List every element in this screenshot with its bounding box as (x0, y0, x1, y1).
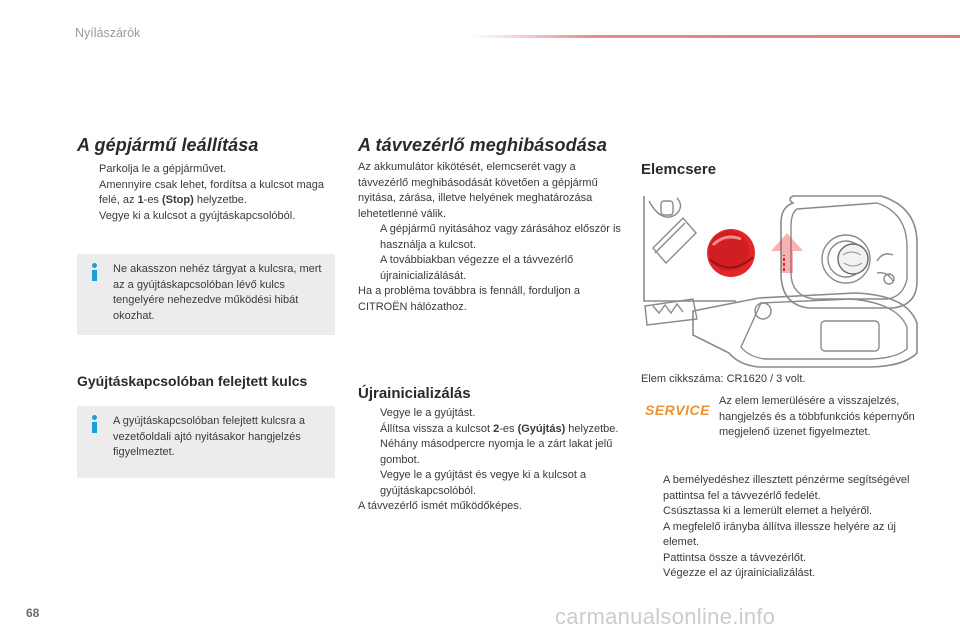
title-key-left-in-ignition: Gyújtáskapcsolóban felejtett kulcs (77, 373, 308, 389)
battery-icon (707, 229, 755, 277)
info-icon (89, 415, 99, 433)
remote-key-battery-illustration (641, 193, 920, 368)
service-warning-icon: SERVICE (645, 402, 710, 418)
list-item: A gépjármű nyitásához vagy zárásához először is használja a kulcsot. (380, 223, 621, 251)
remote-failure-outro: Ha a probléma továbbra is fennáll, forduljon a CITROËN hálózathoz. (358, 285, 580, 313)
section-header: Nyílászárók (75, 26, 141, 40)
list-item: Pattintsa össze a távvezérlőt. (663, 551, 807, 564)
reinit-outro: A távvezérlő ismét működőképes. (358, 500, 522, 512)
title-reinitialisation: Újrainicializálás (358, 385, 471, 402)
remote-failure-list (358, 222, 623, 284)
arrow-icon (771, 233, 803, 273)
list-item: A továbbiakban végezze el a távvezérlő újrainicializálását. (380, 254, 574, 282)
header-divider (470, 35, 960, 38)
coin-icon (838, 244, 868, 274)
page-number: 68 (26, 606, 40, 620)
list-item: Vegye le a gyújtást és vegye ki a kulcsot a gyújtáskapcsolóból. (380, 469, 587, 497)
list-item: Parkolja le a gépjárművet. (99, 163, 227, 175)
remote-failure-intro: Az akkumulátor kikötését, elemcserét vagy a távvezérlő meghibásodását követően a gépjármű nyitása, zárása, illetve helyének meghatározása lehetetlenné válik. (358, 161, 598, 220)
info-icon (89, 263, 99, 281)
list-item: Vegye le a gyújtást. (380, 407, 476, 419)
title-battery-change: Elemcsere (641, 161, 717, 178)
list-item: A megfelelő irányba állítva illessze helyére az új elemet. (663, 520, 896, 548)
service-warning-text: Az elem lemerülésére a visszajelzés, hangjelzés és a többfunkciós képernyőn megjelenő üzenet figyelmeztet. (719, 395, 915, 438)
title-remote-failure: A távvezérlő meghibásodása (358, 135, 608, 155)
list-item: Vegye ki a kulcsot a gyújtáskapcsolóból. (99, 209, 296, 222)
info-box-key-reminder: A gyújtáskapcsolóban felejtett kulcsra a vezetőoldali ajtó nyitásakor hangjelzés figyelmeztet. (77, 406, 335, 478)
battery-steps-list (641, 473, 916, 582)
list-item: Végezze el az újrainicializálást. (663, 567, 816, 579)
reinit-steps-list (358, 406, 623, 499)
list-item: Néhány másodpercre nyomja le a zárt lakat jelű gombot. (380, 438, 613, 466)
list-item: Állítsa vissza a kulcsot 2-es (Gyújtás) helyzetbe. (380, 422, 619, 435)
list-item: A bemélyedéshez illesztett pénzérme segítségével pattintsa fel a távvezérlő fedelét. (663, 474, 910, 502)
title-vehicle-stop: A gépjármű leállítása (77, 135, 259, 155)
list-item: Csúsztassa ki a lemerült elemet a helyéről. (663, 505, 873, 517)
battery-reference: Elem cikkszáma: CR1620 / 3 volt. (641, 373, 806, 385)
info-box-heavy-objects: Ne akasszon nehéz tárgyat a kulcsra, mert az a gyújtáskapcsolóban lévő kulcs tengelyére nehezedve működési hibát okozhat. (77, 254, 335, 335)
watermark-text: carmanualsonline.info (555, 604, 776, 629)
stop-steps-list (77, 162, 339, 224)
list-item: Amennyire csak lehet, fordítsa a kulcsot maga felé, az 1-es (Stop) helyzetbe. (99, 178, 324, 206)
